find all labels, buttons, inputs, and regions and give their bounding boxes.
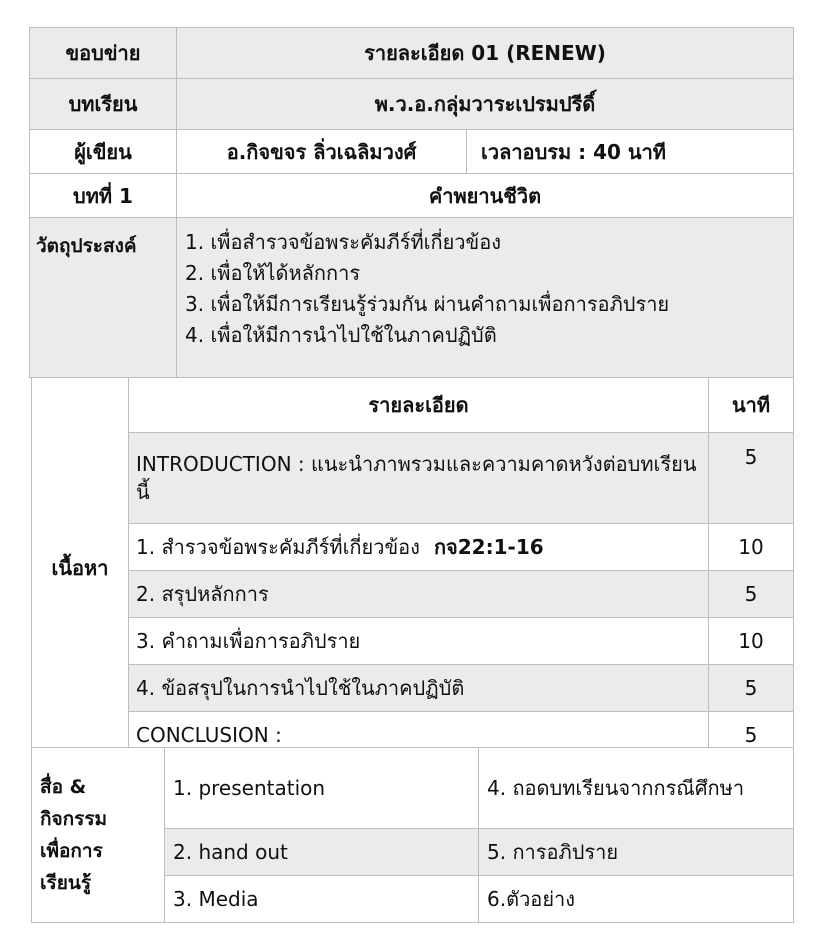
lesson-value: พ.ว.อ.กลุ่มวาระเปรมปรีดิ์: [177, 79, 794, 130]
content-row-minutes: 5: [709, 571, 794, 618]
table-row: [32, 571, 794, 618]
scope-label: ขอบข่าย: [30, 28, 177, 79]
author-label: ผู้เขียน: [30, 130, 177, 174]
media-item: 6.ตัวอย่าง: [479, 876, 794, 923]
table-row: [32, 433, 794, 524]
content-row-minutes: 5: [709, 712, 794, 759]
objective-item: 2. เพื่อให้ได้หลักการ: [185, 261, 361, 285]
lesson-info-table: [29, 27, 794, 378]
author-value: อ.กิจขจร ลิ่วเฉลิมวงศ์: [177, 130, 467, 174]
content-row-text: INTRODUCTION : แนะนำภาพรวมและความคาดหวังต่อบทเรียนนี้: [129, 433, 709, 524]
table-row: [32, 618, 794, 665]
table-row: [32, 524, 794, 571]
objective-item: 1. เพื่อสำรวจข้อพระคัมภีร์ที่เกี่ยวข้อง: [185, 230, 501, 254]
scope-value: รายละเอียด 01 (RENEW): [177, 28, 794, 79]
objective-list: [177, 218, 794, 378]
content-row-text: CONCLUSION :: [129, 712, 709, 759]
media-label-line: เพื่อการ: [40, 840, 103, 862]
minutes-header: นาที: [709, 378, 794, 433]
lesson-label: บทเรียน: [30, 79, 177, 130]
objective-item: 4. เพื่อให้มีการนำไปใช้ในภาคปฏิบัติ: [185, 323, 497, 347]
content-row-minutes: 5: [709, 665, 794, 712]
media-label-line: เรียนรู้: [40, 872, 92, 894]
content-row-text: [129, 524, 709, 571]
content-row-text: 3. คำถามเพื่อการอภิปราย: [129, 618, 709, 665]
chapter-label: บทที่ 1: [30, 174, 177, 218]
content-table: [31, 377, 794, 759]
media-item: 4. ถอดบทเรียนจากกรณีศึกษา: [479, 748, 794, 829]
media-item: 3. Media: [165, 876, 479, 923]
content-row-text: 4. ข้อสรุปในการนำไปใช้ในภาคปฏิบัติ: [129, 665, 709, 712]
table-row: [32, 665, 794, 712]
media-label-line: กิจกรรม: [40, 808, 108, 830]
media-item: 1. presentation: [165, 748, 479, 829]
content-row-minutes: 5: [709, 433, 794, 524]
duration-text: เวลาอบรม : 40 นาที: [467, 130, 794, 174]
objective-item: 3. เพื่อให้มีการเรียนรู้ร่วมกัน ผ่านคำถามเพื่อการอภิปราย: [185, 292, 670, 316]
scripture-reference: กจ22:1-16: [433, 535, 544, 559]
objective-label: วัตถุประสงค์: [30, 218, 177, 378]
content-row-minutes: 10: [709, 524, 794, 571]
content-row-minutes: 10: [709, 618, 794, 665]
media-table: [31, 747, 794, 923]
media-item: 2. hand out: [165, 829, 479, 876]
media-section-label: [32, 748, 165, 923]
chapter-title: คำพยานชีวิต: [177, 174, 794, 218]
content-section-label: เนื้อหา: [32, 378, 129, 759]
content-row-label: 1. สำรวจข้อพระคัมภีร์ที่เกี่ยวข้อง: [136, 535, 420, 559]
detail-header: รายละเอียด: [129, 378, 709, 433]
media-item: 5. การอภิปราย: [479, 829, 794, 876]
media-label-line: สื่อ &: [40, 776, 87, 798]
content-row-text: 2. สรุปหลักการ: [129, 571, 709, 618]
